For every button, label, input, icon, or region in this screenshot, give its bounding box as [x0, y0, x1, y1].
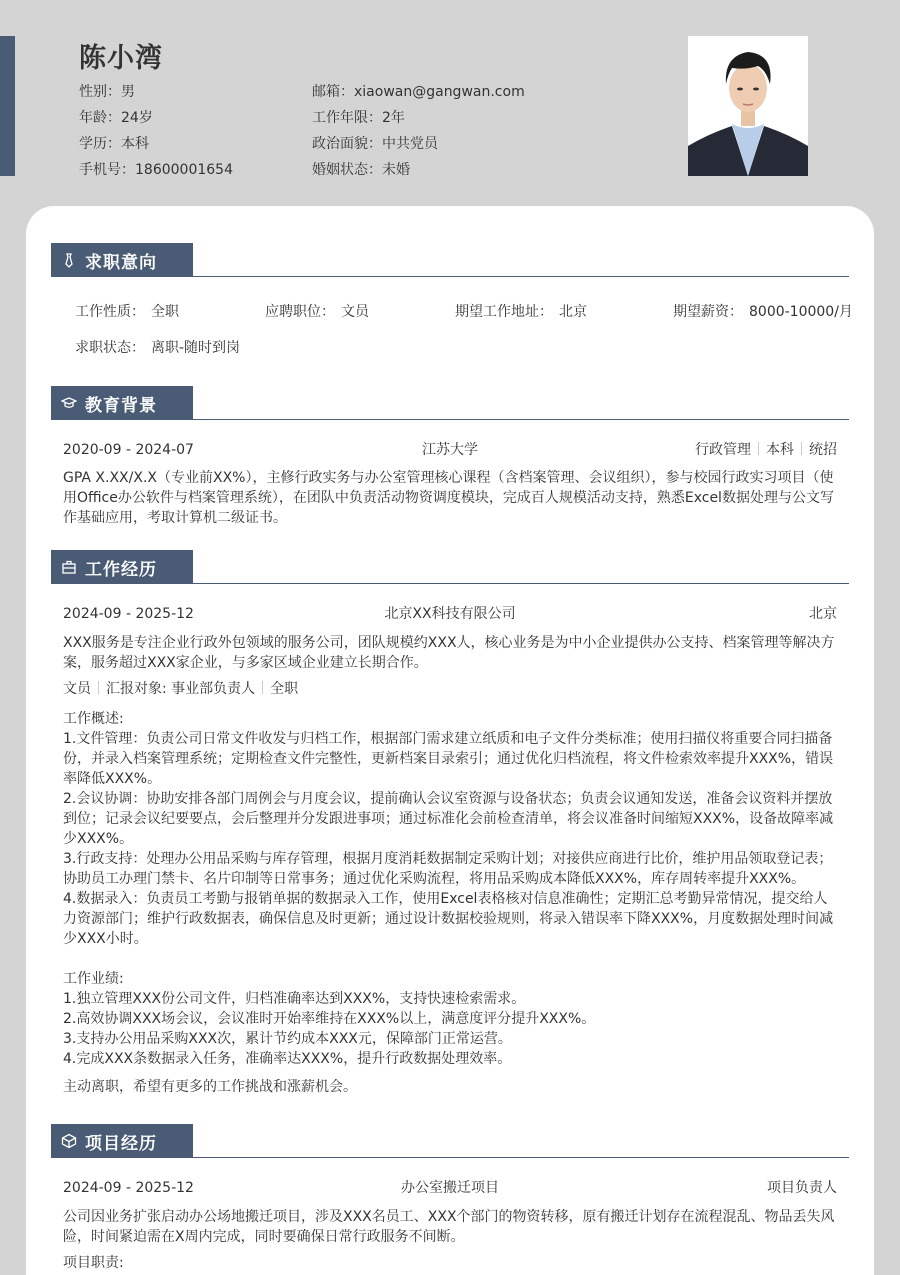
work-achievements — [51, 969, 849, 1069]
info-value: 未婚 — [382, 162, 410, 178]
info-value: 本科 — [121, 136, 149, 152]
basic-info-right — [312, 80, 525, 184]
intent-row — [63, 338, 837, 374]
intent-value: 文员 — [341, 304, 369, 320]
project-header-row — [51, 1177, 849, 1199]
profile-photo — [688, 36, 808, 176]
summary-title: 工作概述: — [63, 711, 124, 727]
summary-item: 4.数据录入：负责员工考勤与报销单据的数据录入工作，使用Excel表格核对信息准确性；定期汇总考勤异常情况，提交给人力资源部门；维护行政数据表，确保信息及时更新；通过设计数据校验规则，将录入错误率下降XXX%，月度数据处理时间减少XXX小时。 — [63, 891, 834, 947]
section-header — [51, 1124, 849, 1158]
info-value: xiaowan@gangwan.com — [354, 84, 525, 100]
achievements-title: 工作业绩: — [63, 971, 124, 987]
accent-bar — [0, 36, 15, 176]
divider — [262, 681, 263, 694]
education-degree: 本科 — [766, 442, 794, 458]
info-value: 2年 — [382, 110, 405, 126]
info-age — [79, 106, 233, 132]
education-period: 2020-09 - 2024-07 — [63, 442, 194, 458]
education-header-row — [51, 439, 849, 461]
section-work-experience — [51, 550, 849, 1097]
info-experience-years — [312, 106, 525, 132]
info-label: 婚姻状态： — [312, 162, 382, 178]
education-school: 江苏大学 — [422, 442, 478, 458]
intent-status — [75, 338, 240, 358]
work-header-row — [51, 603, 849, 625]
intent-value: 全职 — [151, 304, 179, 320]
candidate-name: 陈小湾 — [79, 43, 163, 74]
info-label: 年龄： — [79, 110, 121, 126]
work-location: 北京 — [809, 606, 837, 622]
info-value: 24岁 — [121, 110, 153, 126]
info-phone — [79, 158, 233, 184]
education-enrollment: 统招 — [809, 442, 837, 458]
achievement-item: 4.完成XXX条数据录入任务，准确率达XXX%，提升行政数据处理效率。 — [63, 1051, 512, 1067]
work-tags — [51, 679, 849, 699]
section-tab — [51, 1124, 193, 1158]
graduation-cap-icon — [61, 395, 77, 411]
section-header — [51, 243, 849, 277]
intent-label: 期望工作地址： — [455, 304, 553, 320]
divider — [758, 442, 759, 455]
divider — [98, 681, 99, 694]
intent-details — [51, 302, 853, 374]
info-degree — [79, 132, 233, 158]
section-job-intent — [51, 243, 853, 374]
section-header — [51, 550, 849, 584]
section-education — [51, 386, 849, 528]
work-report-to: 汇报对象: 事业部负责人 — [106, 681, 256, 697]
section-project-experience — [51, 1124, 849, 1273]
work-type: 全职 — [270, 681, 299, 697]
intent-value: 离职-随时到岗 — [151, 340, 241, 356]
info-label: 邮箱： — [312, 84, 354, 100]
divider — [801, 442, 802, 455]
info-label: 性别： — [79, 84, 121, 100]
info-political-status — [312, 132, 525, 158]
intent-value: 北京 — [559, 304, 587, 320]
intent-work-type — [75, 302, 179, 322]
summary-item: 1.文件管理：负责公司日常文件收发与归档工作，根据部门需求建立纸质和电子文件分类标准；使用扫描仪将重要合同扫描备份，并录入档案管理系统；定期检查文件完整性，更新档案目录索引；通过优化归档流程，将文件检索效率提升XXX%，错误率降低XXX%。 — [63, 731, 834, 787]
work-summary — [51, 709, 849, 949]
leave-reason: 主动离职，希望有更多的工作挑战和涨薪机会。 — [63, 1079, 357, 1095]
info-label: 工作年限： — [312, 110, 382, 126]
section-tab — [51, 386, 193, 420]
project-period: 2024-09 - 2025-12 — [63, 1180, 194, 1196]
summary-item: 3.行政支持：处理办公用品采购与库存管理，根据月度消耗数据制定采购计划；对接供应商进行比价，维护用品领取登记表；协助员工办理门禁卡、名片印制等日常事务；通过优化采购流程，将用品采购成本降低XXX%，库存周转率提升XXX%。 — [63, 851, 833, 887]
info-gender — [79, 80, 233, 106]
resume-card — [26, 206, 874, 1275]
info-value: 18600001654 — [135, 162, 233, 178]
project-duties-title: 项目职责: — [63, 1255, 124, 1271]
intent-label: 求职状态： — [75, 340, 145, 356]
achievement-item: 2.高效协调XXX场会议，会议准时开始率维持在XXX%以上，满意度评分提升XXX%。 — [63, 1011, 596, 1027]
section-title: 项目经历 — [85, 1133, 157, 1154]
info-value: 中共党员 — [382, 136, 438, 152]
section-tab — [51, 243, 193, 277]
education-description: GPA X.XX/X.X（专业前XX%），主修行政实务与办公室管理核心课程（含档案管理、会议组织），参与校园行政实习项目（使用Office办公软件与档案管理系统），在团队中负责活动物资调度模块，完成百人规模活动支持，熟悉Excel数据处理与公文写作基础应用，考取计算机二级证书。 — [63, 470, 834, 526]
section-tab — [51, 550, 193, 584]
intent-salary — [673, 302, 853, 322]
section-title: 工作经历 — [85, 559, 157, 580]
achievement-item: 1.独立管理XXX份公司文件，归档准确率达到XXX%，支持快速检索需求。 — [63, 991, 526, 1007]
info-email — [312, 80, 525, 106]
project-description: 公司因业务扩张启动办公场地搬迁项目，涉及XXX名员工、XXX个部门的物资转移，原有搬迁计划存在流程混乱、物品丢失风险，时间紧迫需在X周内完成，同时要确保日常行政服务不间断。 — [63, 1209, 835, 1245]
section-title: 求职意向 — [85, 252, 157, 273]
tie-icon — [61, 252, 77, 268]
project-name: 办公室搬迁项目 — [401, 1180, 499, 1196]
info-label: 手机号： — [79, 162, 135, 178]
achievement-item: 3.支持办公用品采购XXX次，累计节约成本XXX元，保障部门正常运营。 — [63, 1031, 512, 1047]
intent-value: 8000-10000/月 — [749, 304, 853, 320]
info-label: 政治面貌： — [312, 136, 382, 152]
section-header — [51, 386, 849, 420]
summary-item: 2.会议协调：协助安排各部门周例会与月度会议，提前确认会议室资源与设备状态；负责会议通知发送，准备会议资料并摆放到位；记录会议纪要要点，会后整理并分发跟进事项；通过标准化会前检查清单，将会议准备时间缩短XXX%，设备故障率减少XXX%。 — [63, 791, 834, 847]
project-role: 项目负责人 — [767, 1180, 837, 1196]
education-major: 行政管理 — [695, 442, 751, 458]
intent-row — [63, 302, 853, 338]
briefcase-icon — [61, 559, 77, 575]
intent-label: 应聘职位： — [265, 304, 335, 320]
basic-info-left — [79, 80, 233, 184]
work-period: 2024-09 - 2025-12 — [63, 606, 194, 622]
person-portrait-icon — [688, 36, 808, 176]
work-company: 北京XX科技有限公司 — [384, 606, 516, 622]
education-tags — [695, 439, 837, 461]
intent-location — [455, 302, 587, 322]
info-label: 学历： — [79, 136, 121, 152]
box-icon — [61, 1133, 77, 1149]
intent-label: 期望薪资： — [673, 304, 743, 320]
section-title: 教育背景 — [85, 395, 157, 416]
info-value: 男 — [121, 84, 135, 100]
work-role: 文员 — [63, 681, 91, 697]
intent-position — [265, 302, 369, 322]
company-description: XXX服务是专注企业行政外包领域的服务公司，团队规模约XXX人，核心业务是为中小企业提供办公支持、档案管理等解决方案，服务超过XXX家企业，与多家区域企业建立长期合作。 — [63, 635, 835, 671]
intent-label: 工作性质： — [75, 304, 145, 320]
info-marital-status — [312, 158, 525, 184]
